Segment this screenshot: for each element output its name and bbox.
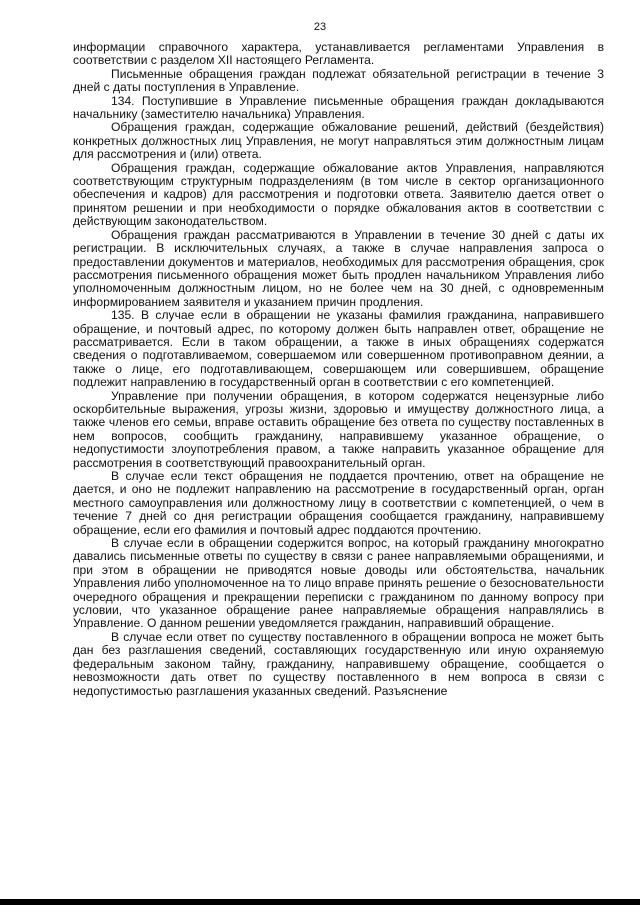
scan-bottom-edge — [0, 899, 640, 905]
paragraph-135: 135. В случае если в обращении не указаны фамилия гражданина, направившего обращение, и почтовый адрес, по которому должен быть направлен ответ, обращение не рассматривается. Если в таком обращении, а также в иных обращениях содержатся сведения о подготавливаемом, совершаемом или совершенном противоправном деянии, а также о лице, его подготавливающем, совершающем или совершившем, обращение подлежит направлению в государственный орган в соответствии с его компетенцией. — [73, 308, 604, 390]
paragraph-classified-info: В случае если ответ по существу поставленного в обращении вопроса не может быть дан без разглашения сведений, составляющих государственную или иную охраняемую федеральным законом тайну, гражданину, направившему обращение, сообщается о невозможности дать ответ по существу поставленного в нем вопроса в связи с недопустимостью разглашения указанных сведений. Разъяснение — [73, 629, 604, 698]
document-body — [73, 41, 604, 698]
paragraph-appeals-officials: Обращения граждан, содержащие обжалование решений, действий (бездействия) конкретных должностных лиц Управления, не могут направляться этим должностным лицам для рассмотрения и (или) ответа. — [73, 120, 604, 162]
paragraph-unreadable-text: В случае если текст обращения не поддается прочтению, ответ на обращение не дается, и оно не подлежит направлению на рассмотрение в государственный орган, орган местного самоуправления или должностному лицу в соответствии с компетенцией, о чем в течение 7 дней со дня регистрации обращения сообщается гражданину, направившему обращение, если его фамилия и почтовый адрес поддаются прочтению. — [73, 469, 604, 537]
paragraph-review-period: Обращения граждан рассматриваются в Управлении в течение 30 дней с даты их регистрации. В исключительных случаях, а также в случае направления запроса о предоставлении документов и материалов, необходимых для рассмотрения обращения, срок рассмотрения письменного обращения может быть продлен начальником Управления либо уполномоченным должностным лицом, но не более чем на 30 дней, с одновременным информированием заявителя и указанием причин продления. — [73, 227, 604, 309]
page-number: 23 — [313, 21, 327, 33]
paragraph-continuation: информации справочного характера, устанавливается регламентами Управления в соответствии с разделом XII настоящего Регламента. — [73, 40, 604, 68]
paragraph-appeals-acts: Обращения граждан, содержащие обжалование актов Управления, направляются соответствующим структурным подразделениям (в том числе в сектор организационного обеспечения и кадров) для рассмотрения и подготовки ответа. Заявителю дается ответ о принятом решении и при необходимости о порядке обжалования актов в соответствии с действующим законодательством. — [73, 160, 604, 229]
paragraph-registration: Письменные обращения граждан подлежат обязательной регистрации в течение 3 дней с даты поступления в Управление. — [73, 66, 604, 95]
paragraph-repeated-question: В случае если в обращении содержится вопрос, на который гражданину многократно давались письменные ответы по существу в связи с ранее направляемыми обращениями, и при этом в обращении не приводятся новые доводы или обстоятельства, начальник Управления либо уполномоченное на то лицо вправе принять решение о безосновательности очередного обращения и прекращении переписки с гражданином по данному вопросу при условии, что указанное обращение ранее направляемые обращения направлялись в Управление. О данном решении уведомляется гражданин, направивший обращение. — [73, 536, 604, 631]
paragraph-134: 134. Поступившие в Управление письменные обращения граждан докладываются начальнику (заместителю начальника) Управления. — [73, 93, 604, 122]
paragraph-obscene-language: Управление при получении обращения, в котором содержатся нецензурные либо оскорбительные выражения, угрозы жизни, здоровью и имуществу должностного лица, а также членов его семьи, вправе оставить обращение без ответа по существу поставленных в нем вопросов, сообщить гражданину, направившему указанное обращение, о недопустимости злоупотребления правом, а также направить указанное обращение для рассмотрения в соответствующий правоохранительный орган. — [73, 388, 604, 470]
